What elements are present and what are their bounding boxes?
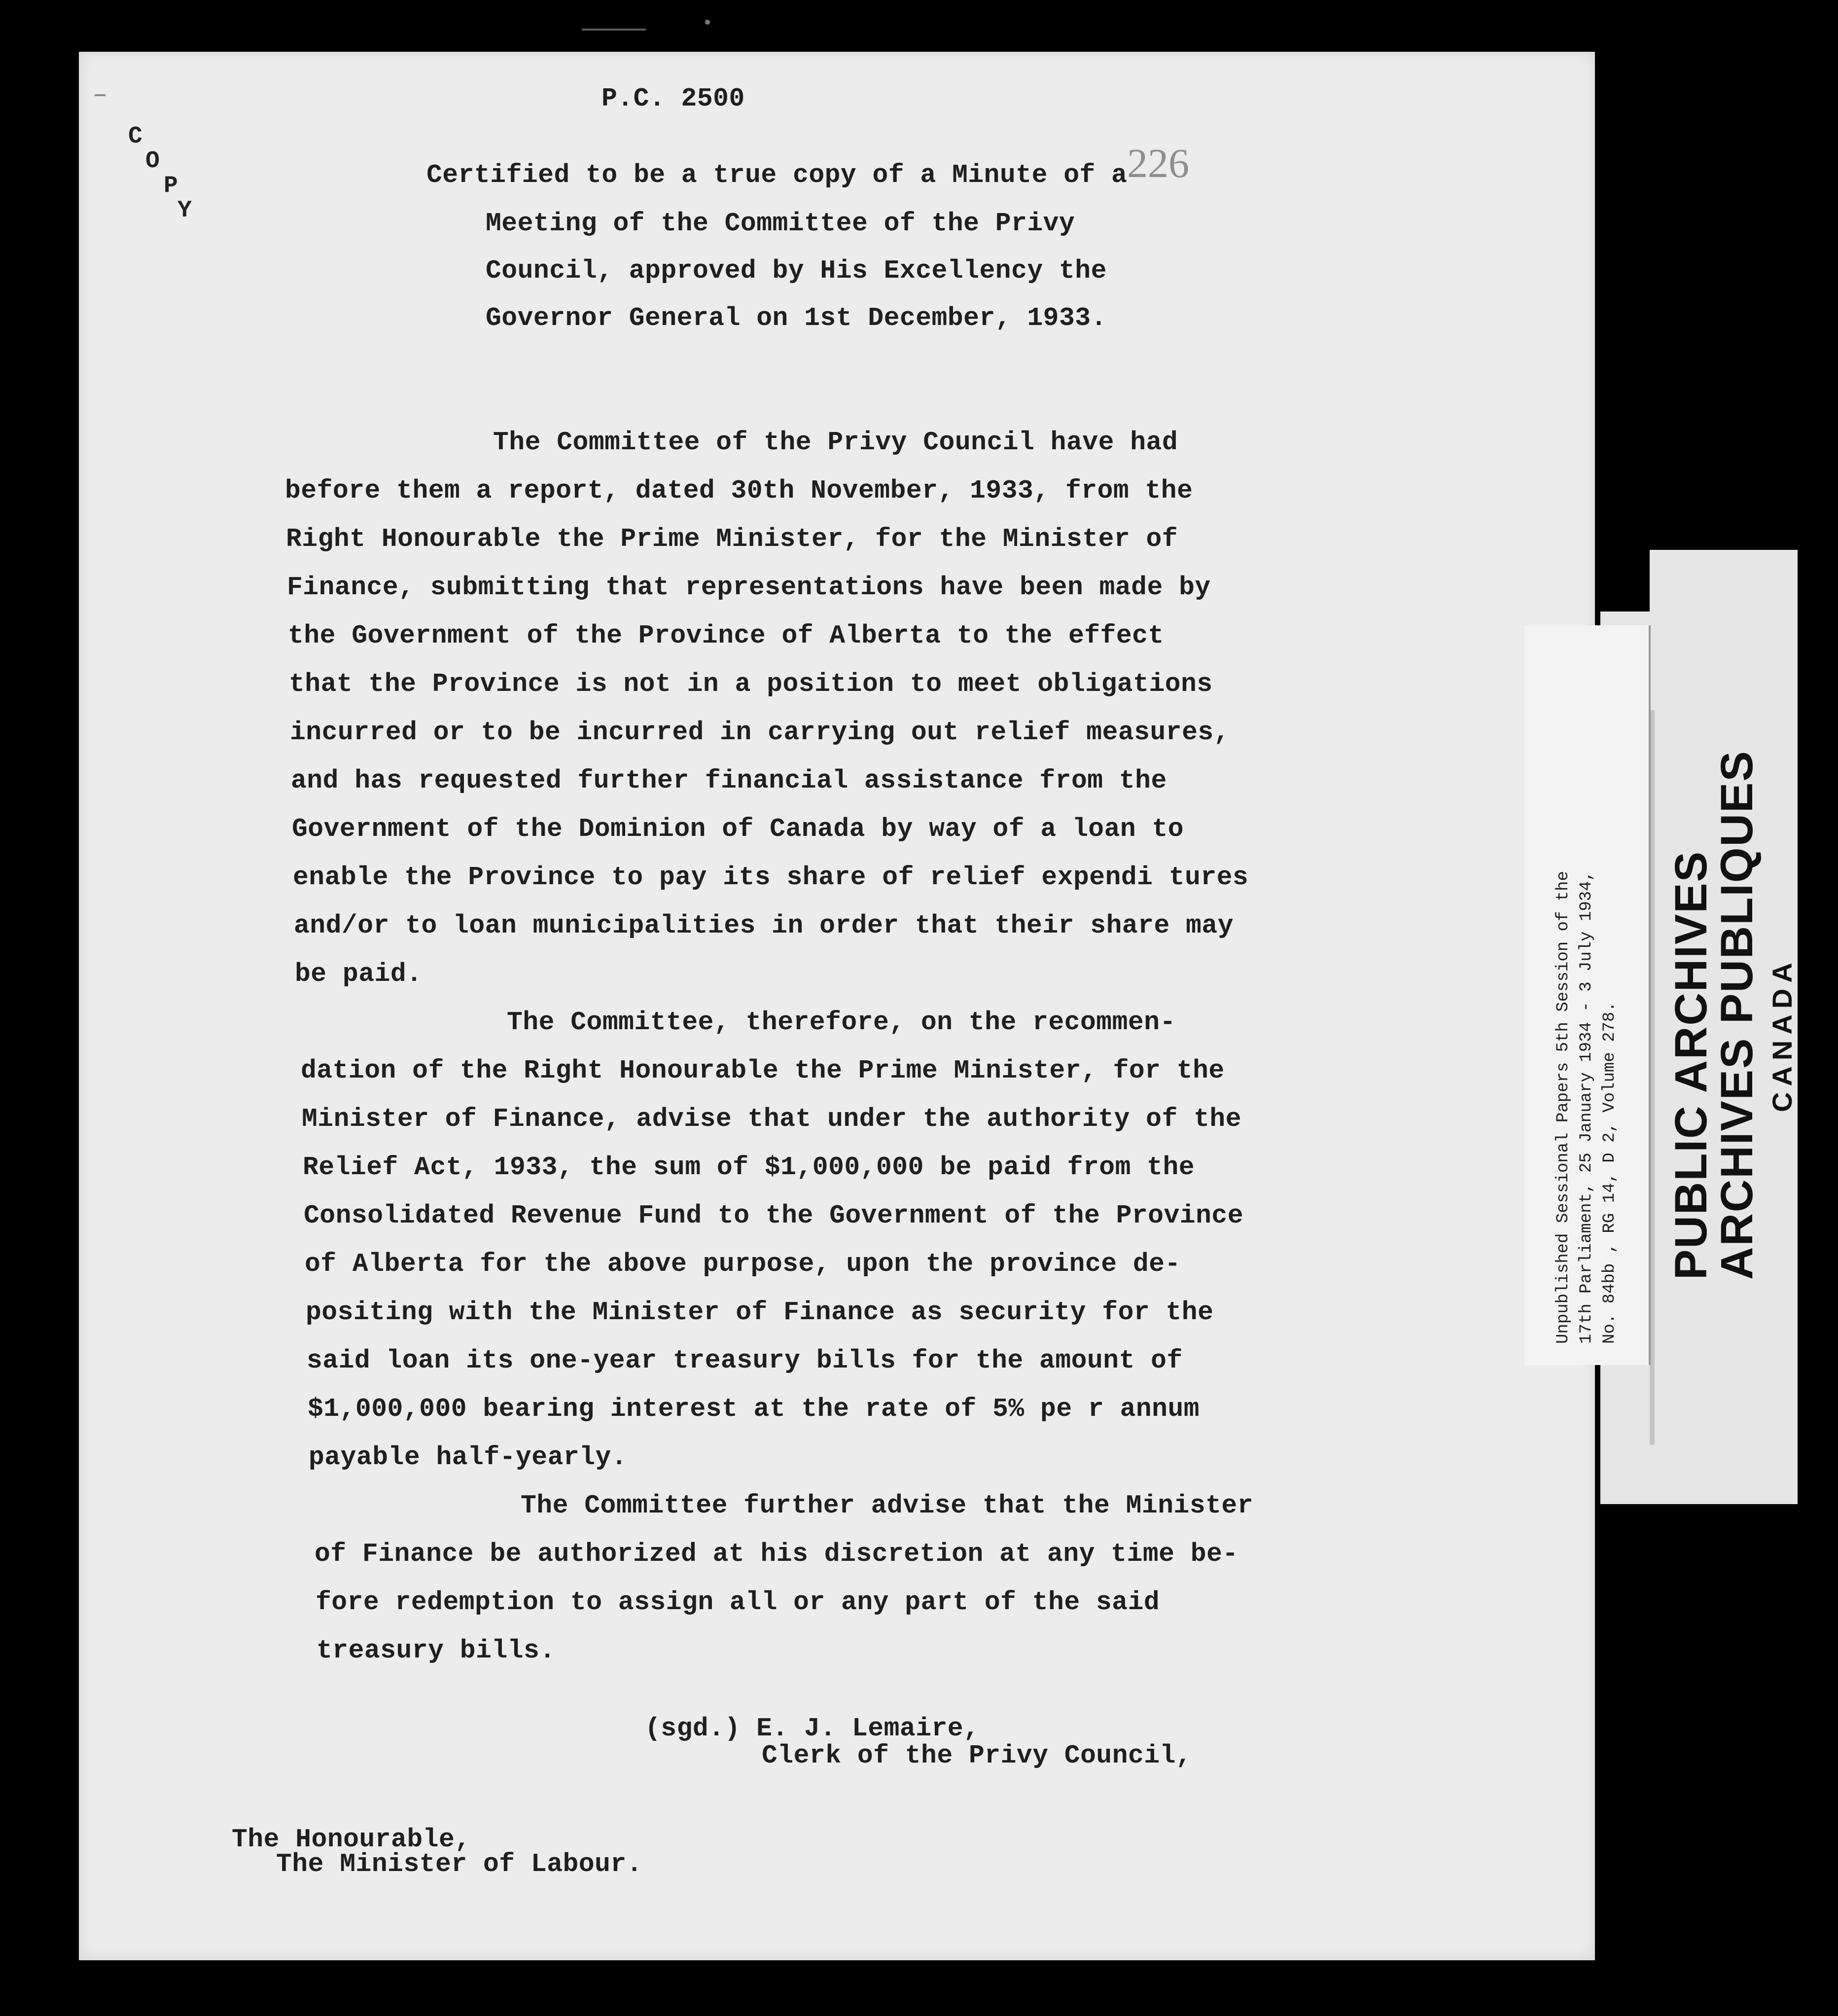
body-line: payable half-yearly. bbox=[309, 1442, 628, 1472]
body-line: Right Honourable the Prime Minister, for the Minister of bbox=[286, 524, 1178, 554]
page-number-stamp: 226 bbox=[1127, 141, 1189, 186]
body-line: and/or to loan municipalities in order that their share may bbox=[294, 911, 1234, 940]
body-line: and has requested further financial assistance from the bbox=[291, 766, 1167, 795]
institution-name-fr: ARCHIVES PUBLIQUES bbox=[1712, 750, 1762, 1280]
body-line: fore redemption to assign all or any part of the said bbox=[316, 1587, 1160, 1617]
body-line: said loan its one-year treasury bills for the amount of bbox=[307, 1346, 1183, 1375]
addressee-line: The Honourable, bbox=[232, 1825, 471, 1854]
body-line: The Committee further advise that the Minister bbox=[521, 1491, 1254, 1520]
body-line: Consolidated Revenue Fund to the Government of the Province bbox=[304, 1201, 1244, 1230]
copy-letter-y: Y bbox=[177, 197, 192, 224]
copy-letter-p: P bbox=[164, 173, 178, 199]
body-line: Government of the Dominion of Canada by way of a loan to bbox=[292, 814, 1184, 844]
body-line: that the Province is not in a position to meet obligations bbox=[289, 669, 1213, 699]
body-line: before them a report, dated 30th November, 1933, from the bbox=[285, 476, 1193, 505]
body-line: Minister of Finance, advise that under the authority of the bbox=[302, 1104, 1242, 1134]
body-line: enable the Province to pay its share of relief expendi tures bbox=[293, 863, 1249, 892]
margin-mark bbox=[95, 94, 106, 96]
body-line: of Finance be authorized at his discretion at any time be- bbox=[315, 1539, 1238, 1569]
body-line: positing with the Minister of Finance as security for the bbox=[306, 1297, 1214, 1327]
archive-reference-line: No. 84bb , RG 14, D 2, Volume 278. bbox=[1600, 1002, 1619, 1344]
pc-number: P.C. 2500 bbox=[601, 84, 745, 113]
archive-reference-line: Unpublished Sessional Papers 5th Session of the bbox=[1554, 871, 1573, 1344]
body-line: Relief Act, 1933, the sum of $1,000,000 be paid from the bbox=[303, 1152, 1195, 1182]
certification-line: Council, approved by His Excellency the bbox=[486, 256, 1107, 286]
certification-line: Certified to be a true copy of a Minute of a bbox=[426, 160, 1128, 190]
body-line: The Committee, therefore, on the recommen- bbox=[507, 1008, 1176, 1037]
body-line: incurred or to be incurred in carrying out relief measures, bbox=[290, 718, 1230, 747]
institution-country: CANADA bbox=[1767, 957, 1798, 1112]
body-line: The Committee of the Privy Council have had bbox=[493, 428, 1178, 457]
body-line: treasury bills. bbox=[317, 1636, 556, 1665]
body-line: $1,000,000 bearing interest at the rate of 5% pe r annum bbox=[308, 1394, 1200, 1424]
scan-dust-mark bbox=[705, 20, 710, 25]
addressee-line: The Minister of Labour. bbox=[276, 1849, 643, 1879]
body-line: Finance, submitting that representations have been made by bbox=[287, 573, 1211, 602]
body-line: of Alberta for the above purpose, upon the province de- bbox=[305, 1249, 1181, 1279]
institution-name-en: PUBLIC ARCHIVES bbox=[1666, 851, 1716, 1280]
signature-name: (sgd.) E. J. Lemaire, bbox=[645, 1714, 980, 1743]
body-line: the Government of the Province of Alberta to the effect bbox=[288, 621, 1164, 650]
body-line: be paid. bbox=[295, 959, 423, 989]
body-line: dation of the Right Honourable the Prime Minister, for the bbox=[301, 1056, 1225, 1085]
certification-line: Meeting of the Committee of the Privy bbox=[486, 209, 1075, 238]
document-page bbox=[79, 52, 1595, 1960]
scan-scratch-mark bbox=[582, 29, 646, 31]
certification-line: Governor General on 1st December, 1933. bbox=[486, 303, 1107, 333]
signature-title: Clerk of the Privy Council, bbox=[762, 1741, 1192, 1770]
archive-reference-line: 17th Parliament, 25 January 1934 - 3 July 1934, bbox=[1577, 871, 1596, 1344]
copy-letter-o: O bbox=[145, 148, 160, 175]
copy-letter-c: C bbox=[128, 123, 142, 150]
label-notch bbox=[1600, 550, 1650, 612]
